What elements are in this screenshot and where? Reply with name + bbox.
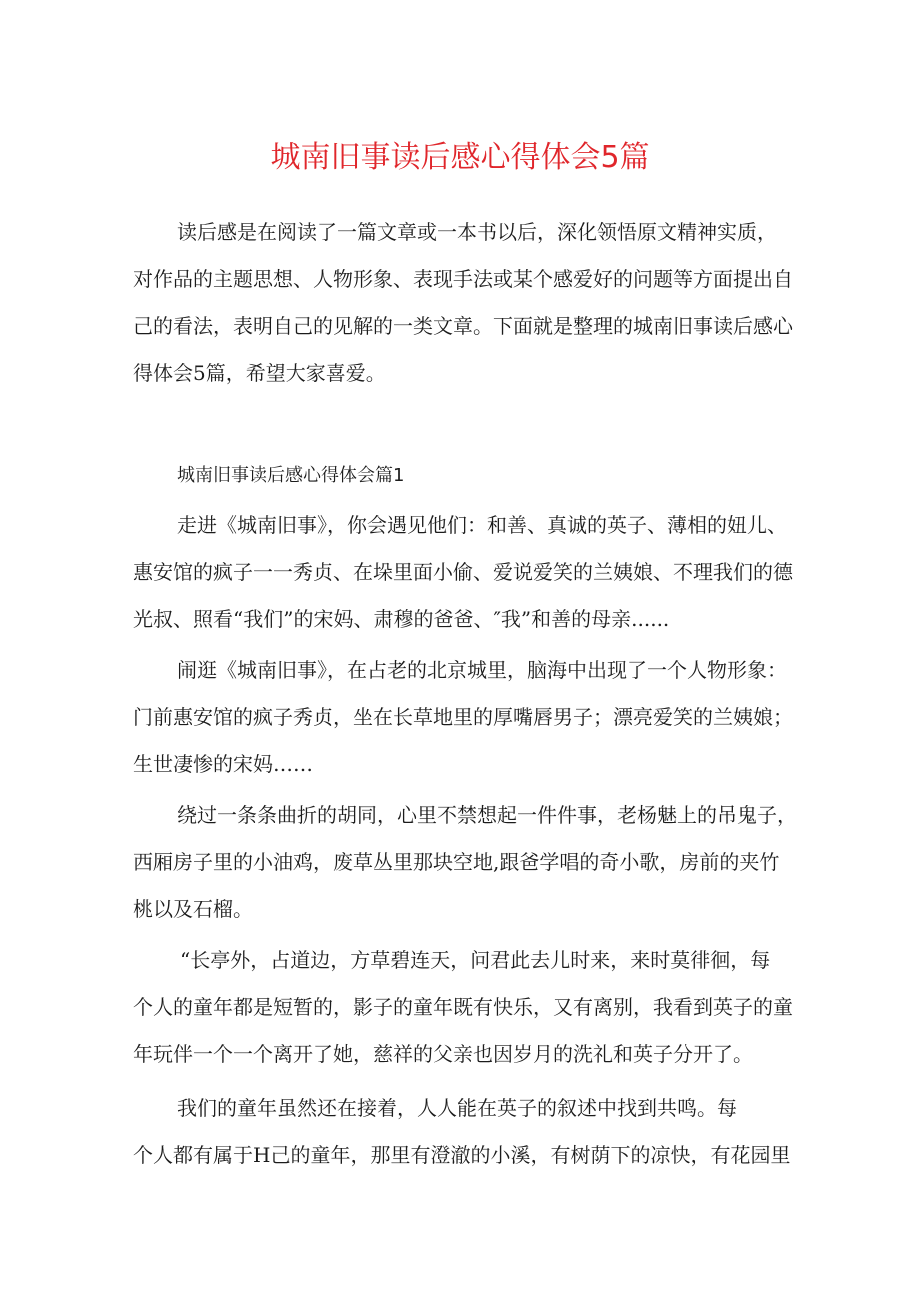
p1-line-3: 光叔、照看“我们”的宋妈、肃穆的爸爸、″我”和善的母亲...... [133, 607, 670, 631]
intro-line-3: 己的看法，表明自己的见解的一类文章。下面就是整理的城南旧事读后感心 [133, 314, 793, 338]
p1-line-2: 惠安馆的疯子一一秀贞、在垛里面小偷、爱说爱笑的兰姨娘、不理我们的德 [133, 560, 793, 584]
document-title: 城南旧事读后感心得体会5篇 [270, 140, 650, 175]
p1-line-1: 走进《城南旧事》，你会遇见他们：和善、真诚的英子、薄相的妞儿、 [177, 513, 787, 537]
section-heading: 城南旧事读后感心得体会篇1 [177, 465, 405, 486]
p2-line-2: 门前惠安馆的疯子秀贞，坐在长草地里的厚嘴唇男子；漂亮爱笑的兰姨娘； [133, 705, 793, 729]
intro-line-1: 读后感是在阅读了一篇文章或一本书以后，深化领悟原文精神实质， [177, 220, 777, 244]
intro-line-2: 对作品的主题思想、人物形象、表现手法或某个感爱好的问题等方面提出自 [133, 267, 793, 291]
p2-line-1: 闹逛《城南旧事》，在占老的北京城里，脑海中出现了一个人物形象： [177, 658, 787, 682]
p2-line-3: 生世凄惨的宋妈…… [133, 752, 313, 776]
p3-line-2: 西厢房子里的小油鸡，废草丛里那块空地,跟爸学唱的奇小歌，房前的夹竹 [133, 850, 780, 874]
p5-line-2: 个人都有属于H己的童年，那里有澄澈的小溪，有树荫下的凉快，有花园里 [133, 1143, 791, 1167]
p5-line-1: 我们的童年虽然还在接着，人人能在英子的叙述中找到共鸣。每 [177, 1096, 737, 1120]
p4-line-1: “长亭外，占道边，方草碧连天，问君此去儿时来，来时莫徘徊，每 [180, 948, 771, 972]
p3-line-3: 桃以及石榴。 [133, 897, 253, 921]
intro-line-4: 得体会5篇，希望大家喜爱。 [133, 361, 386, 385]
p4-line-2: 个人的童年都是短暂的，影子的童年既有快乐，又有离别，我看到英子的童 [133, 995, 793, 1019]
p4-line-3: 年玩伴一个一个离开了她，慈祥的父亲也因岁月的洗礼和英子分开了。 [133, 1042, 753, 1066]
p3-line-1: 绕过一条条曲折的胡同，心里不禁想起一件件事，老杨魅上的吊鬼子， [177, 803, 797, 827]
